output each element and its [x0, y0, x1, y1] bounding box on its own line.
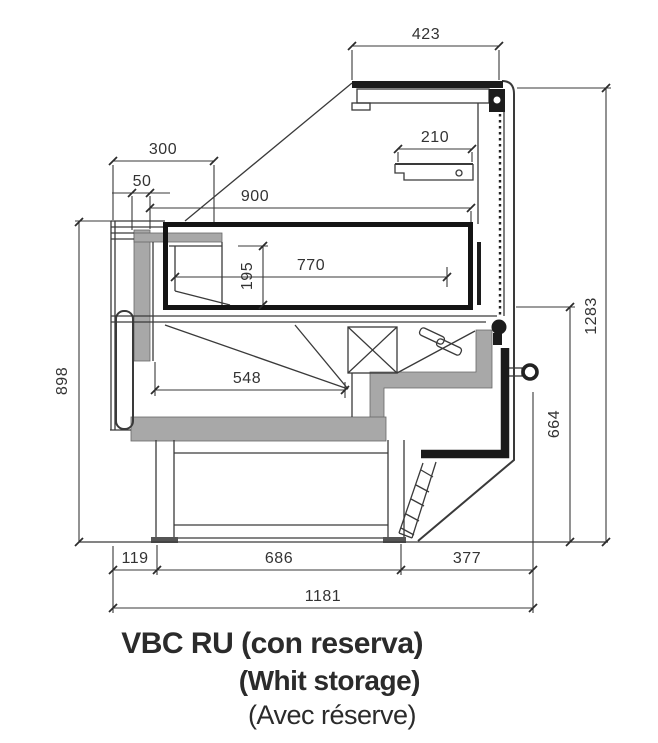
subtitle-english: (Whit storage): [238, 665, 420, 696]
base-slab-fill: [131, 417, 386, 441]
dim-label-300: 300: [148, 141, 178, 158]
grille-hatch: [406, 514, 419, 521]
dim-label-195: 195: [239, 261, 256, 291]
dim-label-1283: 1283: [583, 297, 600, 335]
grille-inner-edge: [399, 463, 423, 533]
heavy-profiles: [166, 81, 507, 454]
dimension-rear-lower-height: [516, 303, 575, 546]
dimension-front-height: [54, 218, 112, 546]
dimension-shelf-depth: [394, 129, 476, 162]
dimension-display-well-width: [171, 257, 451, 287]
blind-end-hook: [492, 320, 507, 335]
dimension-total-height: [517, 84, 611, 546]
shelf-fixing-hole: [456, 170, 462, 176]
dimension-canopy-width: [348, 26, 503, 80]
dim-label-686: 686: [264, 550, 294, 567]
dim-label-377: 377: [452, 550, 482, 567]
canopy-panel: [357, 89, 489, 103]
dim-label-770: 770: [296, 257, 326, 274]
blind-end-weight: [493, 333, 502, 345]
dimension-well-height: [238, 242, 268, 309]
grille-hatch: [421, 470, 433, 477]
door-handle: [508, 365, 537, 379]
rear-duct-insulation-fill: [370, 330, 492, 430]
front-panel-fill: [134, 230, 150, 361]
dimension-base-duct-depth: [151, 362, 349, 398]
dimension-deck-width: [146, 188, 475, 222]
rear-duct-slope-line: [397, 331, 475, 373]
grille-hatch: [411, 499, 424, 506]
handle-knob: [523, 365, 537, 379]
rear-glass-bar: [477, 242, 481, 305]
dimension-front-top-depth: [109, 141, 218, 222]
dim-label-119: 119: [121, 550, 149, 567]
dimension-total-depth: [109, 588, 537, 612]
subtitle-french: (Avec réserve): [247, 700, 416, 730]
title-block: [121, 627, 423, 730]
display-shelf: [395, 164, 473, 180]
grille-outer-edge: [412, 462, 436, 538]
canopy-lamp-bracket: [352, 103, 370, 110]
dim-label-900: 900: [240, 188, 270, 205]
blind-roller-axle: [494, 97, 501, 104]
storage-frame: [151, 440, 406, 543]
dim-label-548: 548: [232, 370, 262, 387]
dim-label-423: 423: [411, 26, 441, 43]
model-title: VBC RU (con reserva): [121, 627, 423, 660]
deck-front-strip-fill: [134, 233, 222, 242]
dim-label-50: 50: [132, 173, 152, 190]
canopy-top-bar: [352, 81, 503, 88]
front-bumper-rail: [116, 311, 133, 429]
dim-label-664: 664: [546, 409, 563, 439]
louver-flap-1: [419, 327, 446, 345]
dim-label-1181: 1181: [304, 588, 342, 605]
dim-label-898: 898: [54, 366, 71, 396]
dim-label-210: 210: [420, 129, 450, 146]
